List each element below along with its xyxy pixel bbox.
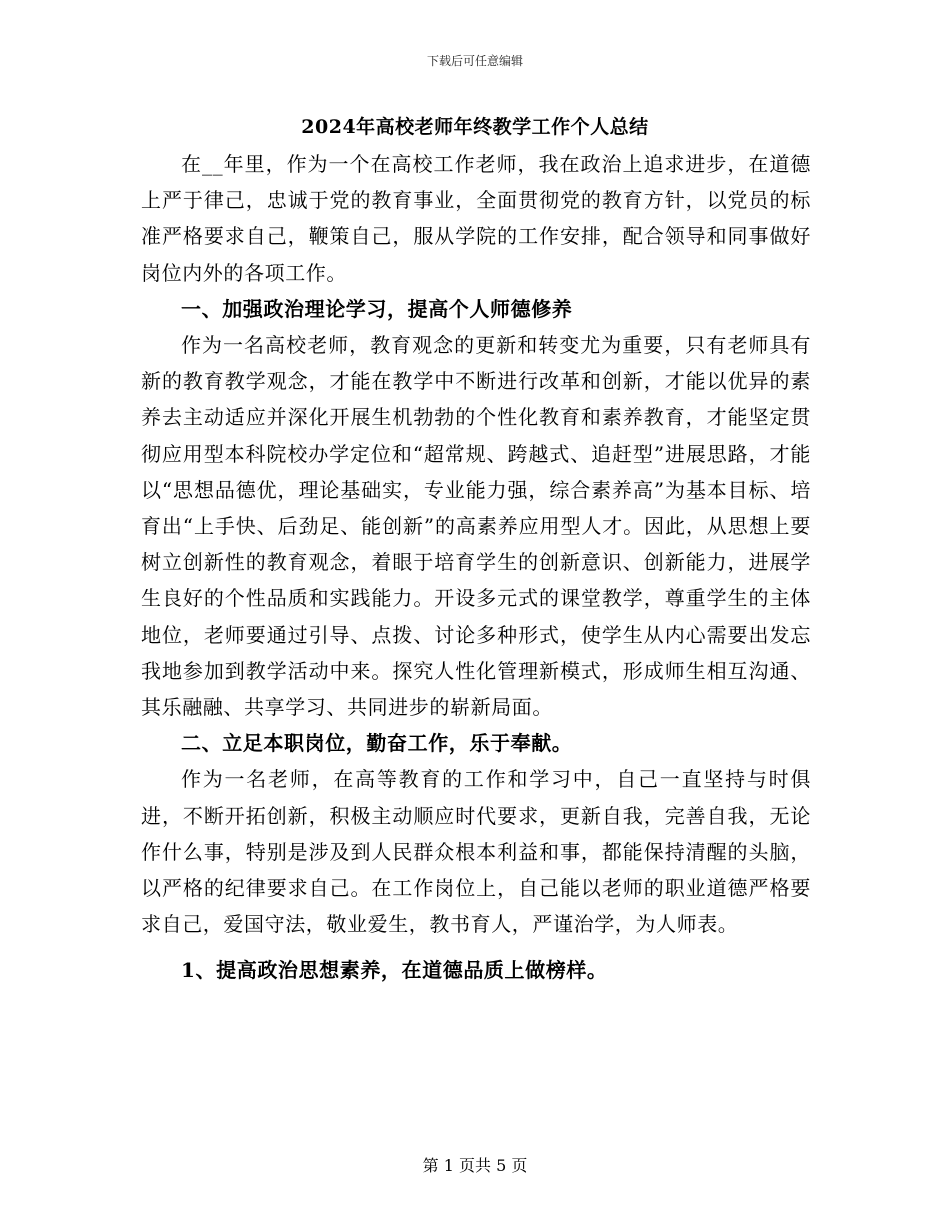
section-2-paragraph: 作为一名老师，在高等教育的工作和学习中，自己一直坚持与时俱进，不断开拓创新，积极主动顺应时代要求，更新自我，完善自我，无论作什么事，特别是涉及到人民群众根本利益和事，都能保持清醒的头脑，以严格的纪律要求自己。在工作岗位上，自己能以老师的职业道德严格要求自己，爱国守法，敬业爱生，教书育人，严谨治学，为人师表。: [141, 767, 811, 937]
document-title: 2024年高校老师年终教学工作个人总结: [301, 116, 649, 138]
section-1-paragraph: 作为一名高校老师，教育观念的更新和转变尤为重要，只有老师具有新的教育教学观念，才能在教学中不断进行改革和创新，才能以优异的素养去主动适应并深化开展生机勃勃的个性化教育和素养教育，才能坚定贯彻应用型本科院校办学定位和“超常规、跨越式、追赶型”进展思路，才能以“思想品德优，理论基础实，专业能力强，综合素养高”为基本目标、培育出“上手快、后劲足、能创新”的高素养应用型人才。因此，从思想上要树立创新性的教育观念，着眼于培育学生的创新意识、创新能力，进展学生良好的个性品质和实践能力。开设多元式的课堂教学，尊重学生的主体地位，老师要通过引导、点拨、讨论多种形式，使学生从内心需要出发忘我地参加到教学活动中来。探究人性化管理新模式，形成师生相互沟通、其乐融融、共享学习、共同进步的崭新局面。: [141, 333, 811, 720]
subsection-heading-1: 1、提高政治思想素养，在道德品质上做榜样。: [181, 958, 608, 983]
page-number-footer: 第 1 页共 5 页: [422, 1156, 528, 1175]
document-body: [141, 146, 811, 989]
intro-paragraph: 在__年里，作为一个在高校工作老师，我在政治上追求进步，在道德上严于律己，忠诚于党的教育事业，全面贯彻党的教育方针，以党员的标准严格要求自己，鞭策自己，服从学院的工作安排，配合领导和同事做好岗位内外的各项工作。: [141, 152, 811, 285]
section-heading-1: 一、加强政治理论学习，提高个人师德修养: [181, 296, 573, 321]
page-header-note: 下载后可任意编辑: [426, 54, 523, 68]
section-heading-2: 二、立足本职岗位，勤奋工作，乐于奉献。: [181, 731, 573, 756]
